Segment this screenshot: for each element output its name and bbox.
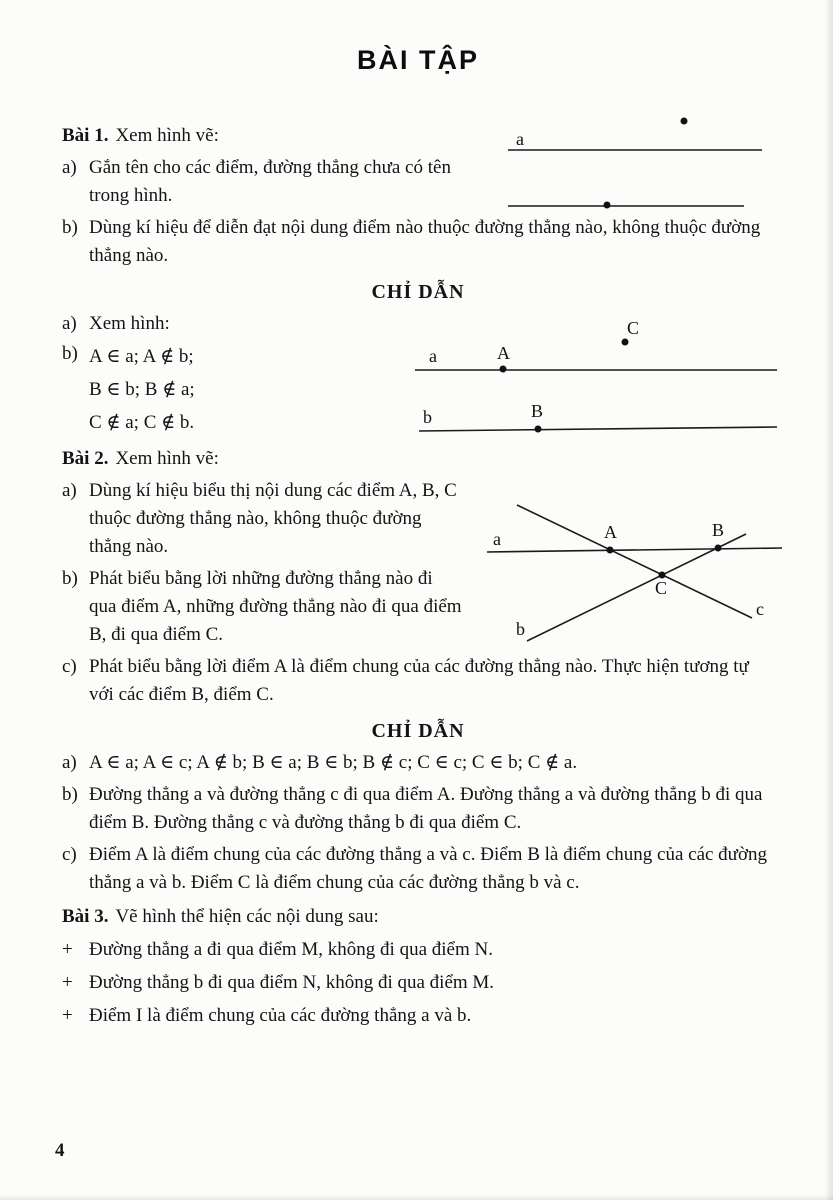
bai2-item-b [62, 565, 464, 649]
plus-bullet: + [62, 972, 73, 993]
item-marker: b) [62, 784, 78, 805]
item-marker: a) [62, 480, 77, 501]
bai2-label: Bài 2. [62, 448, 109, 469]
plus-bullet: + [62, 1005, 73, 1026]
item-text: Điểm A là điểm chung của các đường thẳng a và c. Điểm B là điểm chung của các đường thẳng a và b. Điểm C là điểm chung của các đường thẳng b và c. [89, 844, 768, 893]
item-text: Đường thẳng a và đường thẳng c đi qua điểm A. Đường thẳng a và đường thẳng b đi qua điểm B. Đường thẳng c và đường thẳng b đi qua điểm C. [89, 784, 763, 833]
chidan2-item-c [62, 841, 774, 897]
line-b [419, 427, 777, 431]
plus-bullet: + [62, 939, 73, 960]
bai3-item-3 [62, 1002, 774, 1030]
point-b-label: B [531, 401, 544, 421]
item-marker: c) [62, 844, 77, 865]
item-text: A ∈ a; A ∈ c; A ∉ b; B ∈ a; B ∈ b; B ∉ c; C ∈ c; C ∈ b; C ∉ a. [89, 752, 578, 773]
point-b [715, 545, 722, 552]
chidan1-heading: CHỈ DẪN [371, 281, 465, 303]
figure-bai2 [475, 495, 787, 663]
unnamed-point [681, 118, 688, 125]
item-marker: a) [62, 313, 77, 334]
item-marker: a) [62, 752, 77, 773]
bai3-intro: Vẽ hình thể hiện các nội dung sau: [115, 906, 379, 927]
scan-edge-shadow-right [825, 0, 833, 1200]
point-c-label: C [627, 318, 640, 338]
bai2-intro: Xem hình vẽ: [115, 448, 219, 469]
item-text: Phát biểu bằng lời điểm A là điểm chung của các đường thẳng nào. Thực hiện tương tự với các điểm B, điểm C. [89, 656, 749, 705]
bai3-heading [62, 903, 774, 931]
item-text: Xem hình: [89, 313, 170, 334]
page-number: 4 [55, 1140, 65, 1161]
point-a-label: A [497, 343, 510, 363]
line-b-label: b [423, 407, 432, 427]
item-marker: a) [62, 157, 77, 178]
line-b-label: b [516, 619, 525, 639]
point-on-unnamed-line [604, 202, 611, 209]
bai1-item-a [62, 154, 452, 210]
item-text: Điểm I là điểm chung của các đường thẳng a và b. [89, 1005, 472, 1026]
membership-line: C ∉ a; C ∉ b. [89, 412, 195, 433]
bai2-item-a [62, 477, 464, 561]
chidan2-item-b [62, 781, 774, 837]
point-c [622, 339, 629, 346]
line-a-label: a [429, 346, 437, 366]
line-a [487, 548, 782, 552]
item-marker: b) [62, 343, 78, 364]
item-text: Gắn tên cho các điểm, đường thẳng chưa có tên trong hình. [89, 157, 451, 206]
chidan2-item-a [62, 749, 774, 777]
bai1-item-b [62, 214, 774, 270]
point-b-label: B [712, 520, 725, 540]
chidan2-heading: CHỈ DẪN [371, 720, 465, 742]
scan-edge-shadow-bottom [0, 1194, 833, 1200]
item-text: Phát biểu bằng lời những đường thẳng nào đi qua điểm A, những đường thẳng nào đi qua điểm B, đi qua điểm C. [89, 568, 462, 645]
item-text: Đường thẳng a đi qua điểm M, không đi qua điểm N. [89, 939, 493, 960]
figure-chidan1 [405, 315, 783, 450]
bai3-item-2 [62, 969, 774, 997]
membership-line: B ∈ b; B ∉ a; [89, 379, 195, 400]
point-c-label: C [655, 578, 668, 598]
item-text: Dùng kí hiệu biểu thị nội dung các điểm A, B, C thuộc đường thẳng nào, không thuộc đường thẳng nào. [89, 480, 457, 557]
item-marker: b) [62, 568, 78, 589]
bai3-label: Bài 3. [62, 906, 109, 927]
point-a-label: A [604, 522, 617, 542]
line-a-label: a [516, 129, 524, 149]
bai3-item-1 [62, 936, 774, 964]
figure-bai1 [498, 105, 770, 217]
point-c [659, 572, 666, 579]
line-a-label: a [493, 529, 501, 549]
item-marker: c) [62, 656, 77, 677]
item-marker: b) [62, 217, 78, 238]
bai1-label: Bài 1. [62, 125, 109, 146]
item-text: Dùng kí hiệu để diễn đạt nội dung điểm nào thuộc đường thẳng nào, không thuộc đường thẳng nào. [89, 217, 761, 266]
point-a [500, 366, 507, 373]
membership-line: A ∈ a; A ∉ b; [89, 346, 194, 367]
point-b [535, 426, 542, 433]
bai3-list [62, 936, 774, 1030]
point-a [607, 547, 614, 554]
bai1-intro: Xem hình vẽ: [115, 125, 219, 146]
line-c-label: c [756, 599, 764, 619]
page-title: BÀI TẬP [357, 45, 479, 75]
item-text: Đường thẳng b đi qua điểm N, không đi qua điểm M. [89, 972, 495, 993]
